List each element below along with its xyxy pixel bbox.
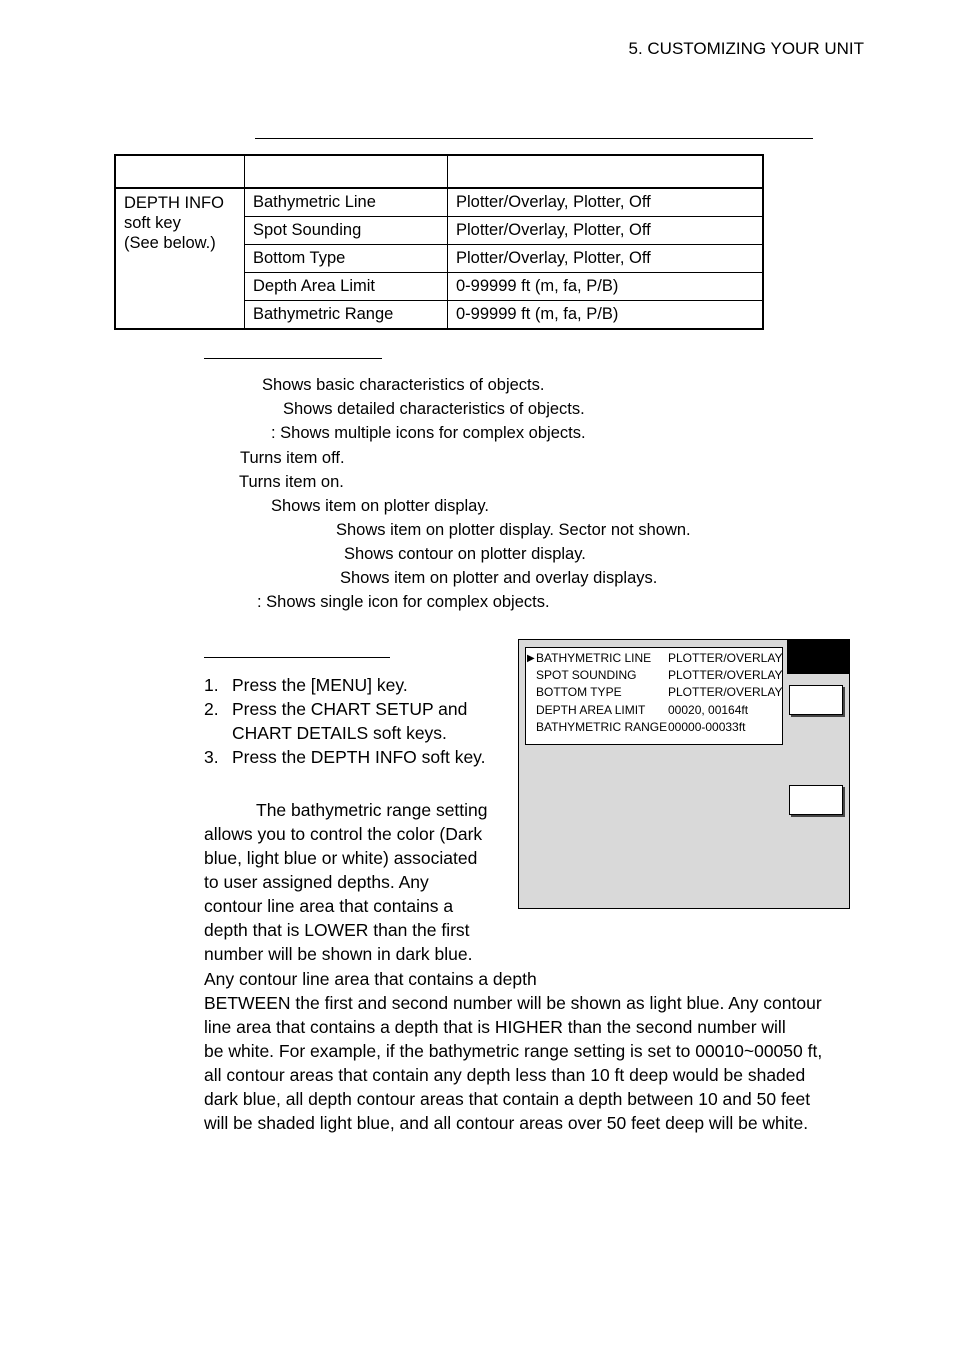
menu-item-label: DEPTH AREA LIMIT (536, 703, 646, 717)
step-text: Press the CHART SETUP and CHART DETAILS soft keys. (232, 699, 468, 743)
table-row (115, 188, 763, 217)
description-line: Shows basic characteristics of objects. (262, 376, 545, 394)
paragraph-line: number will be shown in dark blue. (204, 944, 473, 964)
setting-cell: Plotter/Overlay, Plotter, Off (448, 217, 764, 245)
item-cell: Bathymetric Line (245, 188, 448, 217)
description-line: Shows detailed characteristics of objects. (283, 400, 585, 418)
description-line: Shows item on plotter display. (271, 497, 489, 515)
description-line: : Shows multiple icons for complex objects. (271, 424, 586, 442)
menu-item-label: BATHYMETRIC RANGE (536, 720, 668, 734)
paragraph-line: be white. For example, if the bathymetric range setting is set to 00010~00050 ft, (204, 1041, 823, 1061)
group-label-cell (115, 188, 245, 329)
description-line: Shows item on plotter and overlay displays. (340, 569, 658, 587)
page-header: 5. CUSTOMIZING YOUR UNIT (628, 39, 864, 58)
setting-cell: 0-99999 ft (m, fa, P/B) (448, 273, 764, 301)
step-text: Press the DEPTH INFO soft key. (232, 747, 486, 767)
menu-item-value: PLOTTER/OVERLAY (668, 651, 783, 665)
paragraph-line: depth that is LOWER than the first (204, 920, 470, 940)
paragraph-line: blue, light blue or white) associated (204, 848, 478, 868)
menu-row-depth-area-limit[interactable] (526, 702, 782, 719)
menu-item-label: SPOT SOUNDING (536, 668, 637, 682)
title-rule (255, 138, 813, 139)
setting-cell: Plotter/Overlay, Plotter, Off (448, 188, 764, 217)
setting-cell: Plotter/Overlay, Plotter, Off (448, 245, 764, 273)
step-text: Press the [MENU] key. (232, 675, 408, 695)
description-line: Turns item on. (239, 473, 344, 491)
paragraph-line: to user assigned depths. Any (204, 872, 429, 892)
menu-item-value: 00020, 00164ft (668, 703, 749, 717)
item-cell: Depth Area Limit (245, 273, 448, 301)
paragraph-line: all contour areas that contain any depth less than 10 ft deep would be shaded (204, 1065, 806, 1085)
step-number: 2. (204, 699, 219, 719)
paragraph-line: allows you to control the color (Dark (204, 824, 483, 844)
table-header-cell (115, 155, 245, 188)
paragraph-line: The bathymetric range setting (256, 800, 488, 820)
softkey-button[interactable] (789, 685, 843, 715)
step-number: 3. (204, 747, 219, 767)
menu-row-bathymetric-line[interactable] (526, 650, 782, 667)
item-cell: Bathymetric Range (245, 301, 448, 330)
menu-item-value: PLOTTER/OVERLAY (668, 668, 783, 682)
section-rule (204, 358, 382, 359)
softkey-title-block (787, 640, 849, 674)
menu-row-bathymetric-range[interactable] (526, 719, 782, 736)
paragraph-line: line area that contains a depth that is HIGHER than the second number will (204, 1017, 786, 1037)
settings-table (114, 154, 764, 330)
setting-cell: 0-99999 ft (m, fa, P/B) (448, 301, 764, 330)
paragraph-line: Any contour line area that contains a depth (204, 969, 537, 989)
menu-row-spot-sounding[interactable] (526, 667, 782, 684)
description-line: Turns item off. (240, 449, 345, 467)
depth-info-menu (525, 647, 783, 745)
menu-item-value: PLOTTER/OVERLAY (668, 685, 783, 699)
procedure-steps (204, 673, 504, 769)
group-label-line: DEPTH INFO (124, 194, 224, 212)
depth-info-screen (518, 639, 850, 909)
menu-item-value: 00000-00033ft (668, 720, 746, 734)
description-line: : Shows single icon for complex objects. (257, 593, 550, 611)
list-item (204, 673, 504, 697)
paragraph-line: will be shaded light blue, and all contour areas over 50 feet deep will be white. (204, 1113, 809, 1133)
step-number: 1. (204, 675, 219, 695)
item-cell: Spot Sounding (245, 217, 448, 245)
group-label-line: (See below.) (124, 234, 216, 252)
paragraph-line: contour line area that contains a (204, 896, 454, 916)
menu-item-label: BATHYMETRIC LINE (536, 651, 652, 665)
paragraph-line: dark blue, all depth contour areas that contain a depth between 10 and 50 feet (204, 1089, 811, 1109)
item-cell: Bottom Type (245, 245, 448, 273)
menu-item-label: BOTTOM TYPE (536, 685, 622, 699)
list-item (204, 745, 504, 769)
section-rule (204, 657, 390, 658)
table-header-row (115, 155, 763, 188)
paragraph-line: BETWEEN the first and second number will be shown as light blue. Any contour (204, 993, 822, 1013)
menu-row-bottom-type[interactable] (526, 684, 782, 701)
group-label-line: soft key (124, 214, 181, 232)
table-header-cell (448, 155, 764, 188)
cursor-arrow-icon: ▶ (527, 653, 535, 664)
softkey-button[interactable] (789, 785, 843, 815)
description-line: Shows contour on plotter display. (344, 545, 586, 563)
list-item (204, 697, 504, 745)
table-header-cell (245, 155, 448, 188)
description-line: Shows item on plotter display. Sector not shown. (336, 521, 691, 539)
